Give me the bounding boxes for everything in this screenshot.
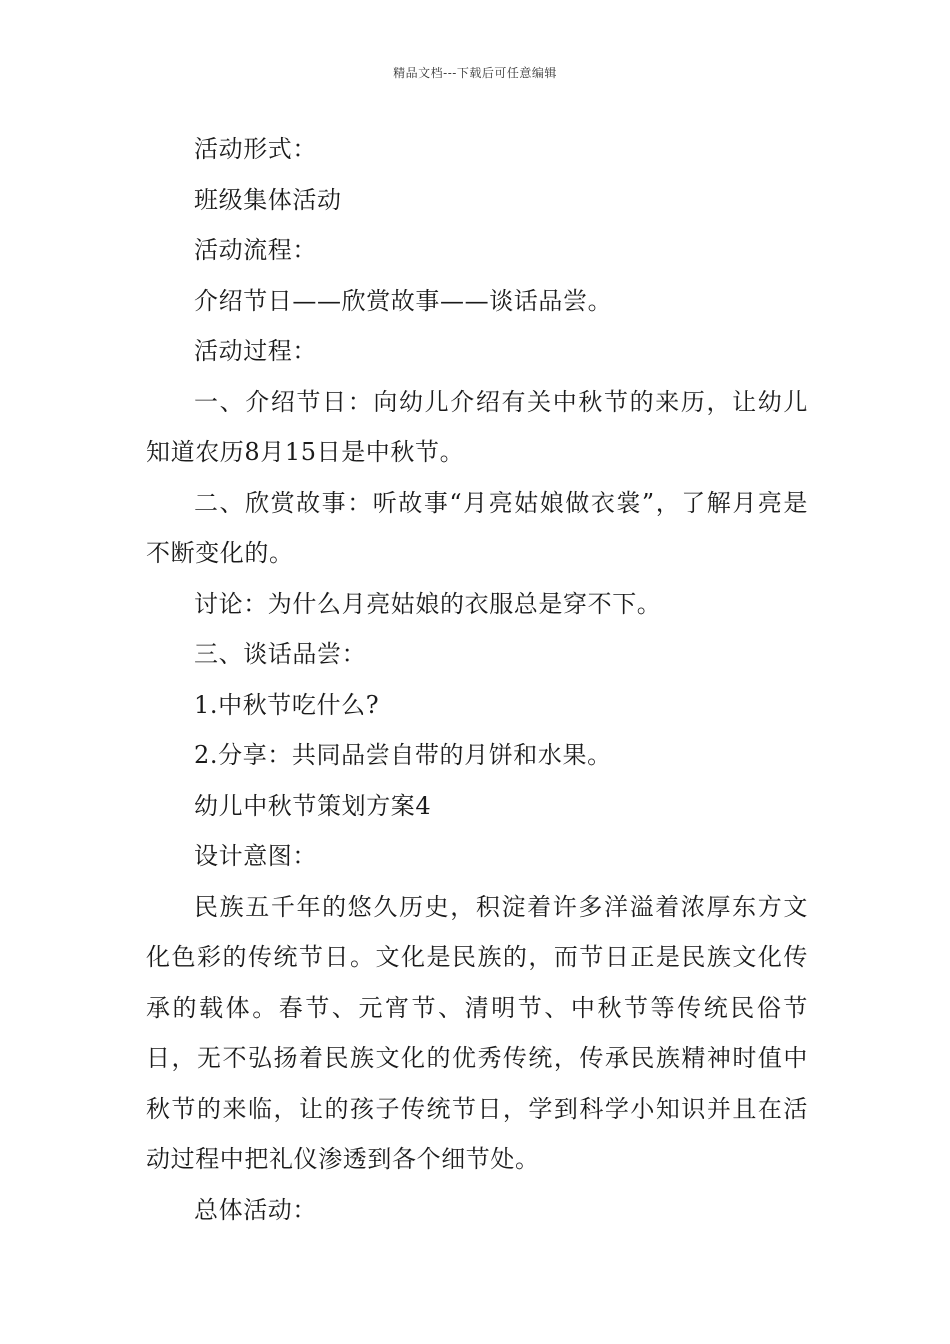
- paragraph-activity-flow: 介绍节日——欣赏故事——谈话品尝。: [194, 286, 613, 315]
- paragraph-activity-form: 班级集体活动: [194, 185, 342, 214]
- paragraph-activity-process-heading: 活动过程：: [194, 337, 317, 365]
- paragraph-step-one: 一、介绍节日：向幼儿介绍有关中秋节的来历，让幼儿知道农历8月15日是中秋节。: [146, 387, 808, 466]
- paragraph-item-two: 2.分享：共同品尝自带的月饼和水果。: [194, 741, 612, 769]
- paragraph-overall-activity-heading: 总体活动：: [194, 1195, 317, 1224]
- paragraph-step-three: 三、谈话品尝：: [194, 640, 367, 668]
- section-title: 幼儿中秋节策划方案4: [194, 791, 432, 820]
- paragraph-activity-flow-heading: 活动流程：: [194, 236, 317, 264]
- page-header: 精品文档---下载后可任意编辑: [393, 66, 557, 80]
- paragraph-activity-form-heading: 活动形式：: [194, 135, 317, 163]
- paragraph-design-intent: 民族五千年的悠久历史，积淀着许多洋溢着浓厚东方文化色彩的传统节日。文化是民族的，而节日正是民族文化传承的载体。春节、元宵节、清明节、中秋节等传统民俗节日，无不弘扬着民族文化的优秀传统，传承民族精神时值中秋节的来临，让的孩子传统节日，学到科学小知识并且在活动过程中把礼仪渗透到各个细节处。: [146, 892, 808, 1173]
- paragraph-step-two: 二、欣赏故事：听故事“月亮姑娘做衣裳”，了解月亮是不断变化的。: [146, 488, 808, 567]
- paragraph-design-intent-heading: 设计意图：: [194, 842, 317, 870]
- paragraph-discussion: 讨论：为什么月亮姑娘的衣服总是穿不下。: [194, 589, 662, 618]
- document-body: [146, 124, 808, 1235]
- paragraph-item-one: 1.中秋节吃什么?: [194, 690, 380, 719]
